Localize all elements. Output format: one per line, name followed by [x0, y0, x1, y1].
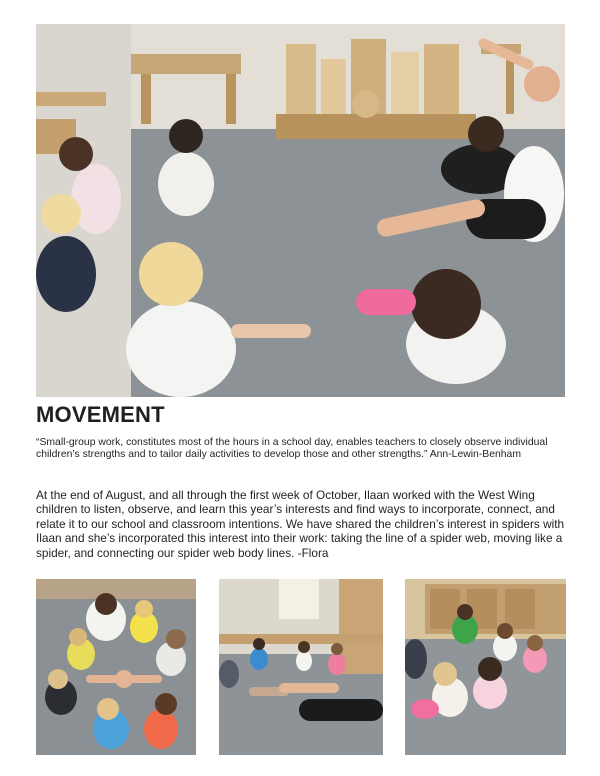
- photo-children-sitting-teacher: [405, 579, 566, 755]
- section-title: MOVEMENT: [36, 402, 165, 427]
- photo-children-circle-feet: [36, 579, 196, 755]
- photo-room-children-floor: [219, 579, 383, 755]
- quote-text: “Small-group work, constitutes most of the hours in a school day, enables teachers to closely observe individual children’s strengths and to tailor daily activities to develop those and other strengths.” Ann-Lewin-Benham: [36, 437, 548, 460]
- hero-photo-children-movement: [36, 24, 565, 397]
- body-paragraph: At the end of August, and all through the first week of October, Ilaan worked with the West Wing children to listen, observe, and learn this year’s interests and find ways to incorporate, connect, and relate it to our school and classroom intentions. We have shared the children’s interest in spiders with Ilaan and she’s incorporated this interest into their work: taking the line of a spider web, moving like a spider, and connecting our spider web body lines. -Flora: [36, 488, 565, 560]
